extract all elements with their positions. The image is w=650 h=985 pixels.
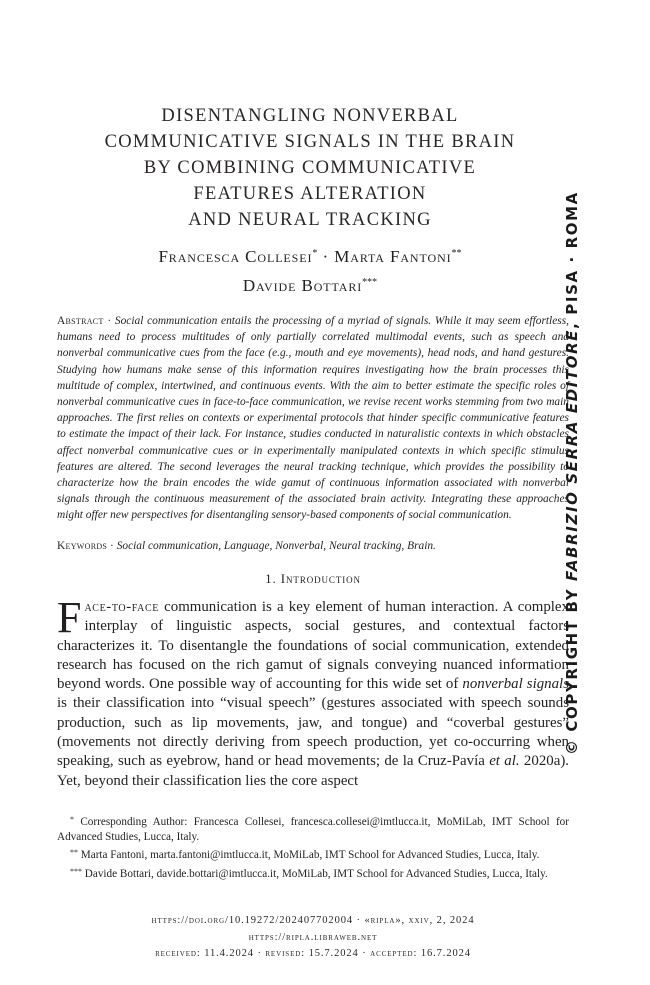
author-line-2 (55, 270, 565, 299)
section-title: Introduction (280, 571, 361, 586)
copyright-prefix: © COPYRIGHT BY (563, 581, 581, 755)
keywords (57, 538, 569, 554)
footnote (57, 845, 569, 863)
section-number: 1. (265, 571, 277, 586)
copyright-suffix: , PISA · ROMA (563, 191, 581, 329)
section-heading (57, 571, 569, 587)
emphasis-text: nonverbal signals (462, 676, 569, 693)
page-footer (57, 913, 569, 963)
author-line-1 (55, 241, 565, 270)
author-name: Davide Bottari (242, 276, 363, 295)
emphasis-text: et al. (489, 753, 520, 770)
author-footnote-mark[interactable]: * (312, 248, 318, 259)
keywords-label: Keywords (57, 540, 108, 552)
footnote-mark: *** (70, 866, 82, 876)
abstract-separator: · (103, 315, 115, 327)
keywords-text: Social communication, Language, Nonverbal, Neural tracking, Brain. (116, 540, 436, 552)
author-footnote-mark[interactable]: *** (362, 277, 378, 288)
abstract-label: Abstract (57, 315, 104, 327)
keywords-separator: · (107, 540, 117, 552)
title-line: FEATURES ALTERATION (193, 184, 427, 204)
abstract (57, 313, 569, 524)
title-line: COMMUNICATIVE SIGNALS IN THE BRAIN (104, 132, 516, 152)
title-line: DISENTANGLING NONVERBAL (161, 106, 459, 126)
footnote (57, 812, 569, 845)
author-name: Francesca Collesei (158, 247, 313, 266)
author-separator: · (317, 247, 335, 266)
drop-cap: F (57, 593, 82, 642)
footnote-text: Davide Bottari, davide.bottari@imtlucca.it, MoMiLab, IMT School for Advanced Studies, Lucca, Italy. (82, 867, 548, 880)
title-line: AND NEURAL TRACKING (188, 210, 432, 230)
abstract-text: Social communication entails the processing of a myriad of signals. While it may seem effortless, humans need to process multitudes of only partially correlated multimodal events, such as speech and nonverbal communicative cues from the face (e.g., mouth and eye movements), head nods, and hand gestures. Studying how humans make sense of this information requires investigating how the brain processes this multitude of complex, intertwined, and continuous events. With the aim to better estimate the specific roles of nonverbal communicative cues in face-to-face communication, we revise recent works stemming from two main approaches. The first relies on contexts or experimental protocols that hinder specific communicative features to estimate the impact of their lack. For instance, studies conducted in naturalistic contexts in which obstacles affect nonverbal communicative cues or in experimentally manipulated contexts in which specific stimulus features are altered. The second leverages the neural tracking technique, which provides the possibility to characterize how the brain encodes the wide gamut of continuous information associated with nonverbal signals through the continuous measurement of the associated brain activity. Integrating these approaches might offer new perspectives for disentangling sensory-based components of social communication. (57, 315, 569, 522)
body-text: is their classification into “visual speech” (gestures associated with speech sounds production, such as lip movements, jaw, and tongue) and “coverbal gestures” (movements not directly deriving from speech production, yet co-occurring when speaking, such as eyebrow, hand or head movements; de la Cruz-Pavía (57, 695, 569, 770)
footnote-mark: * (70, 815, 74, 824)
copyright-publisher: FABRIZIO SERRA EDITORE (563, 328, 581, 581)
body-paragraph (57, 593, 570, 791)
footnotes (57, 812, 569, 882)
doi-line[interactable]: https://doi.org/10.19272/202407702004 · «ripla», xxiv, 2, 2024 (151, 915, 475, 926)
article-title (75, 103, 545, 233)
website-link[interactable]: https://ripla.libraweb.net (248, 931, 378, 943)
author-footnote-mark[interactable]: ** (451, 248, 462, 259)
body-text: 2020a). Yet, beyond their classification lies the core aspect (57, 753, 570, 789)
body-text: communication is a key element of human interaction. A complex interplay of linguistic aspects, social gestures, and contextual factors characterizes it. To disentangle the foundations of social communication, extended research has focused on the rich gamut of signals conveying nuanced information beyond words. One possible way of accounting for this wide set of (57, 599, 569, 693)
dates-line: received: 11.4.2024 · revised: 15.7.2024 · accepted: 16.7.2024 (155, 948, 471, 959)
lead-in-text: ace-to-face (84, 599, 159, 615)
footnote (57, 864, 569, 882)
footnote-text: Corresponding Author: Francesca Collesei, francesca.collesei@imtlucca.it, MoMiLab, IMT School for Advanced Studies, Lucca, Italy. (57, 816, 569, 844)
copyright-notice (563, 191, 581, 755)
author-name: Marta Fantoni (334, 247, 452, 266)
footnote-text: Marta Fantoni, marta.fantoni@imtlucca.it, MoMiLab, IMT School for Advanced Studies, Lucca, Italy. (78, 849, 540, 862)
footnote-mark: ** (70, 848, 78, 858)
author-list (55, 241, 565, 299)
title-line: BY COMBINING COMMUNICATIVE (143, 158, 477, 178)
